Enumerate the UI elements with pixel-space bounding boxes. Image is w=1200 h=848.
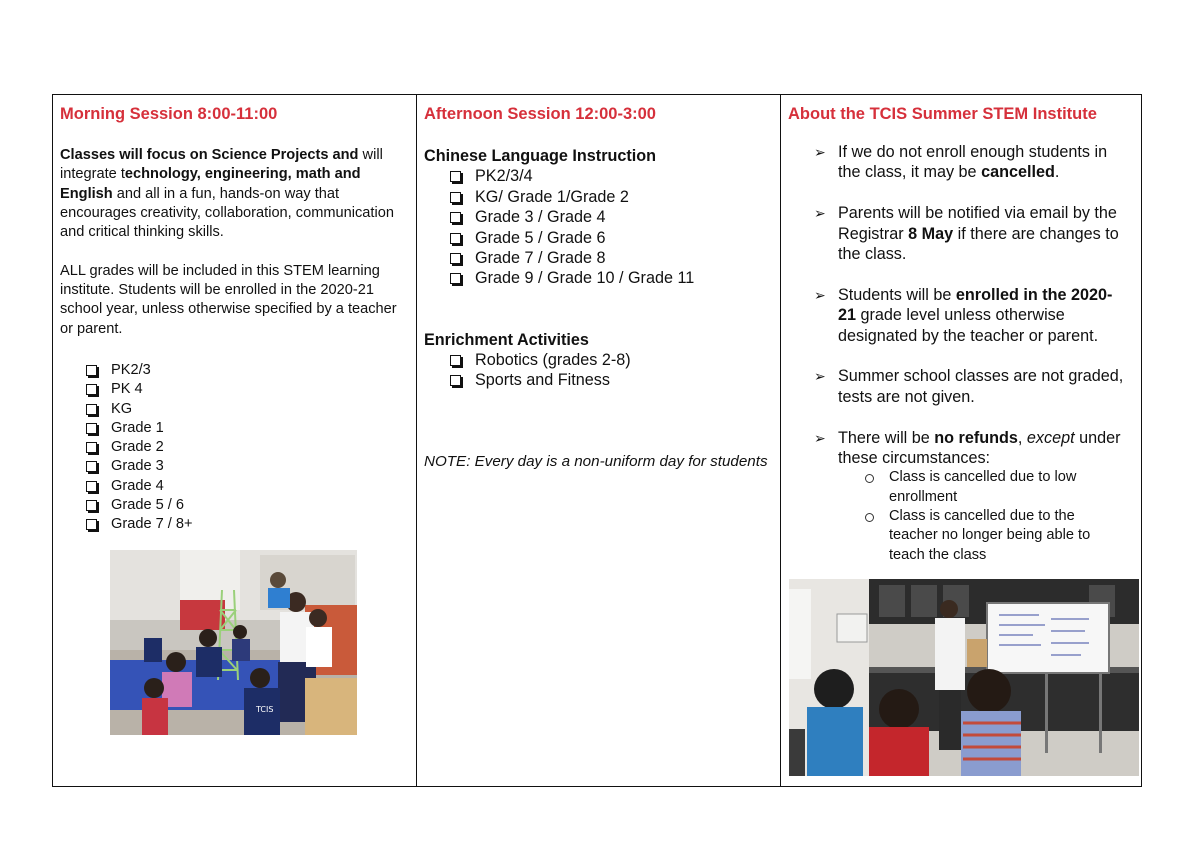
checkbox-icon: [86, 365, 97, 376]
checkbox-icon: [86, 519, 97, 530]
science-demo-photo: [789, 579, 1139, 776]
list-item: PK 4: [60, 380, 409, 399]
morning-enrollment-text: ALL grades will be included in this STEM learning institute. Students will be enrolled in the 2020-21 school year, unless otherwise specified by a teacher or parent.: [60, 262, 397, 337]
list-item: Sports and Fitness: [424, 370, 773, 390]
list-item: ➢ If we do not enroll enough students in the class, it may be cancelled.: [814, 143, 1108, 182]
checkbox-icon: [450, 253, 461, 264]
circumstance-list: [838, 468, 1126, 564]
classroom-photo-illustration: [110, 550, 357, 735]
list-item: Grade 7 / Grade 8: [424, 248, 773, 268]
checkbox-icon: [86, 423, 97, 434]
list-item: Grade 5 / 6: [60, 496, 409, 515]
afternoon-heading: Afternoon Session 12:00-3:00: [424, 105, 656, 123]
list-item: KG/ Grade 1/Grade 2: [424, 187, 773, 207]
list-item: PK2/3: [60, 361, 409, 380]
list-item: Class is cancelled due to low enrollment: [838, 468, 1126, 507]
list-item: ➢ Parents will be notified via email by the Registrar 8 May if there are changes to the class.: [814, 204, 1119, 264]
lab-photo-illustration: [789, 579, 1139, 776]
checkbox-icon: [450, 375, 461, 386]
morning-intro: Classes will focus on Science Projects and will integrate technology, engineering, math and English and all in a fun, hands-on way that encourages creativity, collaboration, communication and critical thinking skills.: [60, 147, 394, 241]
list-item: Grade 9 / Grade 10 / Grade 11: [424, 268, 773, 288]
checkbox-icon: [86, 461, 97, 472]
checkbox-icon: [86, 500, 97, 511]
arrow-bullet-icon: ➢: [814, 286, 826, 303]
about-list: [788, 142, 1134, 565]
chinese-title: Chinese Language Instruction: [424, 147, 657, 165]
session-table: [52, 94, 1142, 787]
list-item: Grade 4: [60, 477, 409, 496]
checkbox-icon: [86, 384, 97, 395]
chinese-list: [424, 166, 773, 288]
checkbox-icon: [86, 481, 97, 492]
enrichment-title: Enrichment Activities: [424, 330, 589, 349]
list-item: ➢ Summer school classes are not graded, tests are not given.: [814, 367, 1124, 406]
students-stem-photo: [110, 550, 357, 735]
list-item: Grade 3 / Grade 4: [424, 207, 773, 227]
list-item: Robotics (grades 2-8): [424, 350, 773, 370]
checkbox-icon: [450, 355, 461, 366]
morning-heading: Morning Session 8:00-11:00: [60, 105, 278, 123]
list-item: ➢ Students will be enrolled in the 2020-21 grade level unless otherwise designated by the teacher or parent.: [814, 285, 1113, 345]
arrow-bullet-icon: ➢: [814, 205, 826, 222]
arrow-bullet-icon: ➢: [814, 368, 826, 385]
list-item: Grade 2: [60, 438, 409, 457]
checkbox-icon: [86, 442, 97, 453]
list-item: Grade 5 / Grade 6: [424, 228, 773, 248]
arrow-bullet-icon: ➢: [814, 144, 826, 160]
uniform-note: NOTE: Every day is a non-uniform day for students: [424, 452, 768, 470]
list-item: Class is cancelled due to the teacher no longer being able to teach the class: [838, 507, 1126, 565]
checkbox-icon: [450, 212, 461, 223]
enrichment-list: [424, 350, 773, 391]
svg-text:TCIS: TCIS: [256, 705, 274, 714]
list-item: PK2/3/4: [424, 166, 773, 186]
about-heading: About the TCIS Summer STEM Institute: [788, 105, 1097, 123]
afternoon-column: [417, 95, 781, 786]
checkbox-icon: [86, 404, 97, 415]
about-column: [781, 95, 1141, 786]
checkbox-icon: [450, 273, 461, 284]
morning-grade-list: [60, 361, 409, 535]
list-item: KG: [60, 400, 409, 419]
list-item: Grade 3: [60, 457, 409, 476]
list-item: ➢ There will be no refunds, except under these circumstances: Class is cancelled due to low enrollment Class is cancelled due to the teacher no longer being able to teach the class: [788, 428, 1126, 565]
checkbox-icon: [450, 233, 461, 244]
arrow-bullet-icon: ➢: [814, 429, 826, 446]
morning-column: [53, 95, 417, 786]
list-item: Grade 1: [60, 419, 409, 438]
checkbox-icon: [450, 171, 461, 182]
checkbox-icon: [450, 192, 461, 203]
list-item: Grade 7 / 8+: [60, 515, 409, 534]
